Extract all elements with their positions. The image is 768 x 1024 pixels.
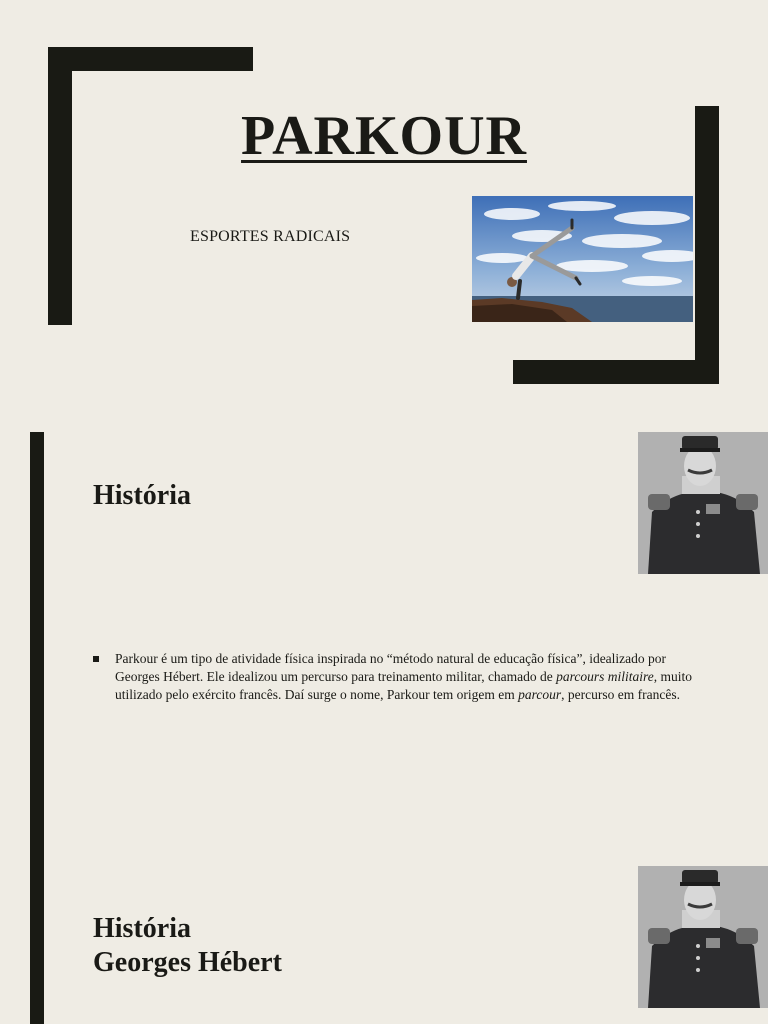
corner-bar-bottom-right-horizontal [513,360,719,384]
hebert-heading-line-2: Georges Hébert [93,947,282,978]
title-slide [0,0,768,408]
slide-title: PARKOUR [241,105,527,167]
history-text-emphasis-1: parcours militaire [556,669,654,684]
hebert-portrait-art [638,432,768,574]
parkour-photo [472,196,693,322]
history-bullet-text [115,650,695,704]
history-text-part-1: Parkour é um tipo de atividade física inspirada no “método natural de educação física”, idealizado por Georges Hébert. Ele idealizou um percurso para treinamento militar, chamado de [115,651,667,684]
bullet-square-icon [93,656,99,662]
hebert-heading [93,912,282,980]
history-text-part-3: , percurso em francês. [561,687,680,702]
corner-bar-top-left-vertical [48,47,72,325]
history-text-emphasis-2: parcour [518,687,562,702]
history-heading: História [93,480,191,511]
history-slide [0,432,768,864]
hebert-portrait-art [638,866,768,1008]
hebert-portrait [638,432,768,574]
corner-bar-top-left-horizontal [48,47,253,71]
history-text-part-2: , muito utilizado pelo exército francês. Daí surge o nome, Parkour tem origem em [115,669,693,702]
parkour-photo-art [472,196,693,322]
left-accent-bar [30,432,44,864]
left-accent-bar [30,864,44,1024]
slide-subtitle: ESPORTES RADICAIS [190,228,351,245]
hebert-heading-line-1: História [93,913,191,944]
hebert-portrait [638,866,768,1008]
hebert-slide [0,864,768,1024]
